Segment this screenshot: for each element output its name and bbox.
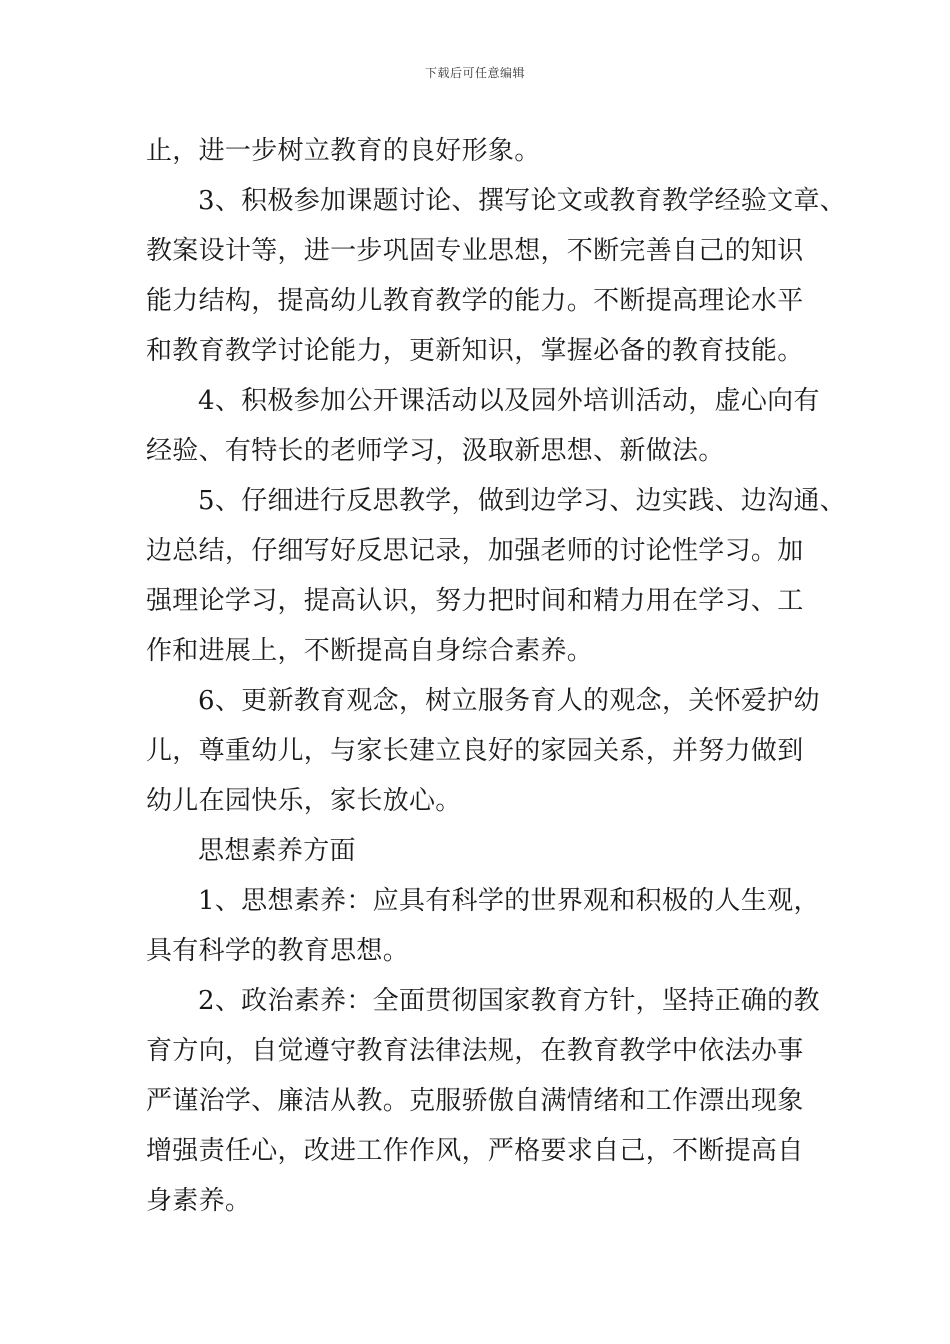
text-line: 育方向，自觉遵守教育法律法规，在教育教学中依法办事 (146, 1036, 804, 1066)
text-line: 具有科学的教育思想。 (146, 936, 410, 966)
page-header: 下载后可任意编辑 (424, 66, 525, 80)
text-line: 经验、有特长的老师学习，汲取新思想、新做法。 (146, 436, 725, 466)
text-line: 增强责任心，改进工作作风，严格要求自己，不断提高自 (146, 1136, 804, 1166)
text-line: 严谨治学、廉洁从教。克服骄傲自满情绪和工作漂出现象 (146, 1086, 804, 1116)
text-line: 作和进展上，不断提高自身综合素养。 (146, 636, 594, 666)
text-line: 1、思想素养：应具有科学的世界观和积极的人生观， (198, 886, 820, 916)
text-line: 能力结构，提高幼儿教育教学的能力。不断提高理论水平 (146, 286, 804, 316)
section-heading: 思想素养方面 (198, 836, 356, 866)
text-line: 强理论学习，提高认识，努力把时间和精力用在学习、工 (146, 586, 804, 616)
text-line: 4、积极参加公开课活动以及园外培训活动，虚心向有 (198, 386, 820, 416)
document-body (146, 126, 847, 1226)
text-line: 6、更新教育观念，树立服务育人的观念，关怀爱护幼 (198, 686, 820, 716)
text-line: 3、积极参加课题讨论、撰写论文或教育教学经验文章、 (198, 186, 847, 216)
text-line: 和教育教学讨论能力，更新知识，掌握必备的教育技能。 (146, 336, 804, 366)
text-line: 2、政治素养：全面贯彻国家教育方针，坚持正确的教 (198, 986, 820, 1016)
text-line: 边总结，仔细写好反思记录，加强老师的讨论性学习。加 (146, 536, 804, 566)
text-line: 身素养。 (146, 1186, 252, 1216)
text-line: 教案设计等，进一步巩固专业思想，不断完善自己的知识 (146, 236, 804, 266)
text-line: 止，进一步树立教育的良好形象。 (146, 136, 541, 166)
text-line: 幼儿在园快乐，家长放心。 (146, 786, 462, 816)
text-line: 5、仔细进行反思教学，做到边学习、边实践、边沟通、 (198, 486, 847, 516)
text-line: 儿，尊重幼儿，与家长建立良好的家园关系，并努力做到 (146, 736, 804, 766)
